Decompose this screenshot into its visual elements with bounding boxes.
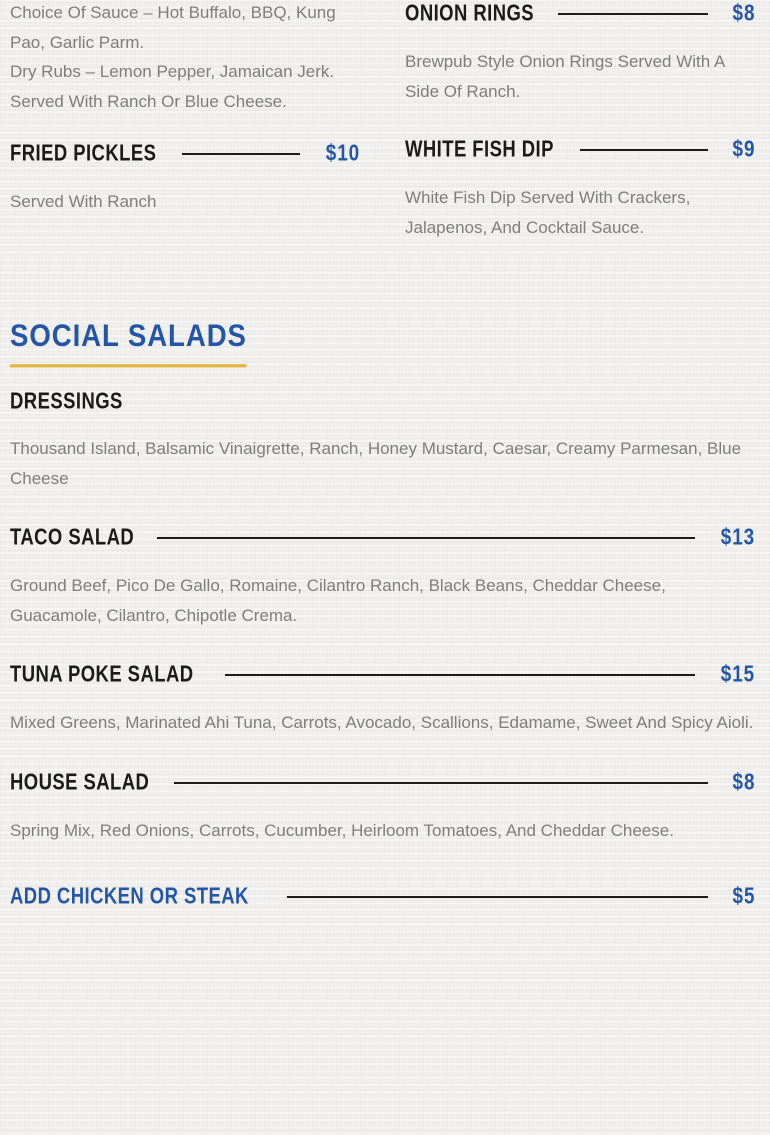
title-price-rule bbox=[287, 896, 707, 898]
menu-item-header bbox=[10, 140, 360, 168]
menu-item-fried-pickles bbox=[10, 140, 360, 217]
menu-item-header bbox=[10, 524, 755, 552]
title-price-rule bbox=[157, 537, 695, 539]
menu-item-title: WHITE FISH DIP bbox=[405, 137, 554, 162]
menu-item-header bbox=[10, 769, 755, 797]
menu-item-description: Ground Beef, Pico De Gallo, Romaine, Cilantro Ranch, Black Beans, Cheddar Cheese, Guacamole, Cilantro, Chipotle Crema. bbox=[10, 576, 666, 625]
menu-item-title: TUNA POKE SALAD bbox=[10, 662, 194, 687]
appetizers-section bbox=[10, 0, 755, 242]
menu-item-white-fish-dip bbox=[405, 136, 755, 242]
menu-item-title: FRIED PICKLES bbox=[10, 141, 157, 166]
menu-item-title: TACO SALAD bbox=[10, 525, 135, 550]
menu-item-title: ADD CHICKEN OR STEAK bbox=[10, 884, 249, 909]
title-price-rule bbox=[580, 149, 707, 151]
appetizers-right-column bbox=[405, 0, 755, 242]
menu-item-header bbox=[405, 0, 755, 28]
dressings-description: Thousand Island, Balsamic Vinaigrette, Ranch, Honey Mustard, Caesar, Creamy Parmesan, Blue Cheese bbox=[10, 439, 742, 488]
menu-item-onion-rings bbox=[405, 0, 755, 106]
menu-item-add-chicken-or-steak bbox=[10, 883, 755, 911]
menu-item-tuna-poke-salad bbox=[10, 661, 755, 738]
menu-item-description: Mixed Greens, Marinated Ahi Tuna, Carrots, Avocado, Scallions, Edamame, Sweet And Spicy Aioli. bbox=[10, 713, 754, 732]
title-price-rule bbox=[225, 674, 695, 676]
menu-item-price: $5 bbox=[732, 884, 755, 909]
menu-item-description: Spring Mix, Red Onions, Carrots, Cucumber, Heirloom Tomatoes, And Cheddar Cheese. bbox=[10, 820, 674, 840]
section-title-social-salads: SOCIAL SALADS bbox=[10, 319, 247, 368]
intro-line-dry-rubs: Dry Rubs – Lemon Pepper, Jamaican Jerk. bbox=[10, 62, 335, 81]
title-price-rule bbox=[558, 13, 708, 15]
menu-item-taco-salad bbox=[10, 524, 755, 630]
dressings-block bbox=[10, 390, 755, 493]
appetizers-left-column bbox=[10, 0, 360, 242]
menu-item-header bbox=[10, 883, 755, 911]
menu-item-house-salad bbox=[10, 769, 755, 846]
menu-item-title: ONION RINGS bbox=[405, 1, 535, 26]
menu-item-header bbox=[405, 136, 755, 164]
menu-item-description: Served With Ranch bbox=[10, 192, 157, 211]
title-price-rule bbox=[174, 782, 707, 784]
social-salads-section bbox=[10, 320, 755, 911]
intro-line-sauces: Choice Of Sauce – Hot Buffalo, BBQ, Kung Pao, Garlic Parm. bbox=[10, 3, 336, 52]
menu-item-price: $13 bbox=[720, 525, 755, 550]
wings-sauce-description bbox=[10, 0, 360, 116]
menu-item-price: $9 bbox=[732, 137, 755, 162]
menu-item-header bbox=[10, 661, 755, 689]
menu-item-description: White Fish Dip Served With Crackers, Jalapenos, And Cocktail Sauce. bbox=[405, 188, 691, 237]
menu-item-title: HOUSE SALAD bbox=[10, 769, 150, 795]
menu-item-price: $8 bbox=[732, 769, 755, 795]
menu-item-price: $15 bbox=[720, 662, 755, 687]
menu-item-price: $8 bbox=[732, 1, 755, 26]
dressings-title: DRESSINGS bbox=[10, 389, 123, 414]
title-price-rule bbox=[182, 153, 300, 155]
menu-item-price: $10 bbox=[325, 141, 360, 166]
intro-line-served-with: Served With Ranch Or Blue Cheese. bbox=[10, 91, 287, 111]
menu-item-description: Brewpub Style Onion Rings Served With A Side Of Ranch. bbox=[405, 52, 725, 101]
